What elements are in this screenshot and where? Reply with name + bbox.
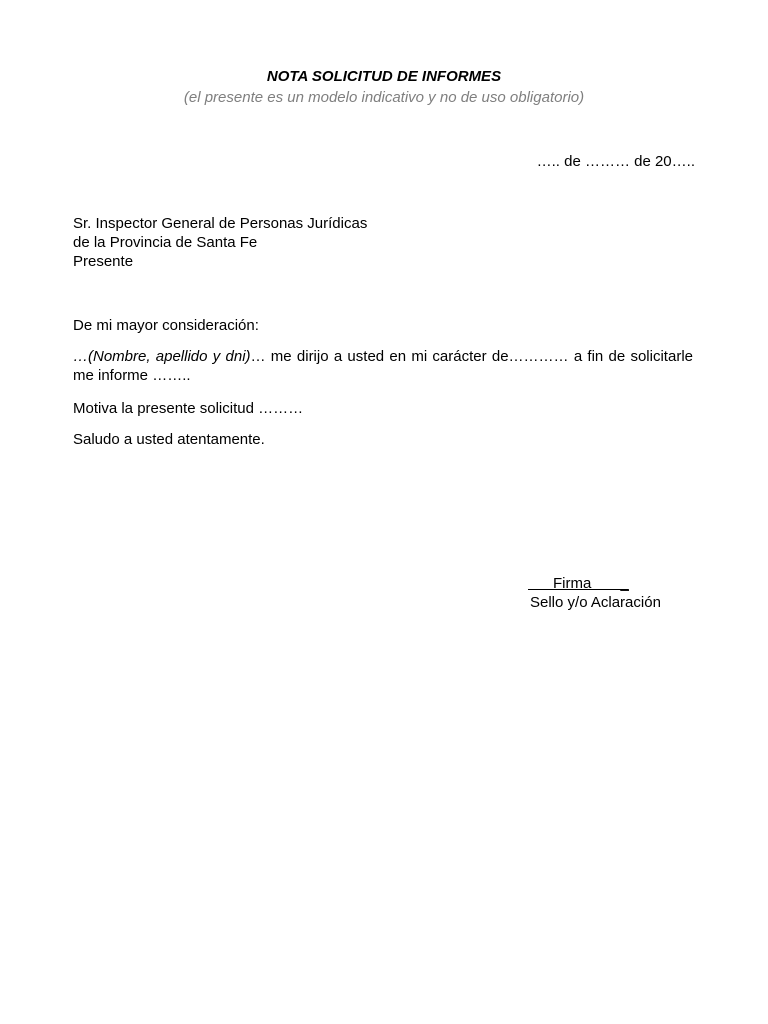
body-paragraph — [73, 347, 693, 385]
recipient-block — [73, 214, 367, 271]
recipient-line-1: Sr. Inspector General de Personas Jurídicas — [73, 215, 368, 232]
closing-line: Saludo a usted atentamente. — [73, 431, 265, 448]
signature-aclaracion: Sello y/o Aclaración — [530, 594, 661, 611]
date-line: ….. de ……… de 20….. — [536, 153, 695, 170]
motive-line: Motiva la presente solicitud ……… — [73, 400, 304, 417]
recipient-line-3: Presente — [73, 253, 134, 270]
recipient-line-2: de la Provincia de Santa Fe — [73, 234, 258, 251]
body-text: … me dirijo a usted en mi carácter de………… a fin de solicitarle me informe …….. — [73, 348, 693, 384]
document-title: NOTA SOLICITUD DE INFORMES — [266, 68, 502, 85]
document-subtitle: (el presente es un modelo indicativo y no de uso obligatorio) — [183, 89, 585, 106]
signature-block — [528, 574, 668, 612]
signature-firma: Firma _ — [528, 575, 629, 592]
name-placeholder: …(Nombre, apellido y dni) — [73, 348, 251, 365]
greeting: De mi mayor consideración: — [73, 317, 259, 334]
